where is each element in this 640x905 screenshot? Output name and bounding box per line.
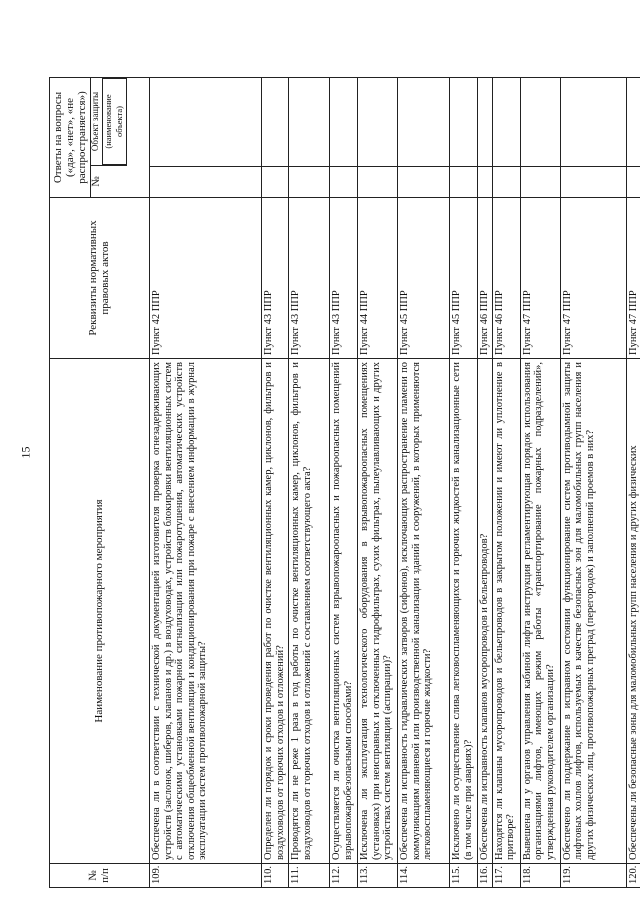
table-header-row	[50, 78, 150, 888]
table-row	[492, 78, 520, 888]
row-answer-object-cell[interactable]	[398, 78, 450, 167]
row-number: 120.	[626, 864, 640, 888]
row-measure-text: Исключена ли эксплуатация технологического оборудования в взрывопожароопасных помещениях (установках) при неисправных и отключенных гидрофильтрах, сухих фильтрах, пылеулавливающих и других устройствах систем вентиляции (аспирации)?	[358, 359, 398, 864]
table-row	[520, 78, 560, 888]
row-act-reference: Пункт 42 ППР	[150, 198, 262, 359]
row-measure-text: Обеспечена ли в соответствии с технической документацией изготовителя проверка огнезадерживающих устройств (заслонок, шиберов, клапанов и др.) в воздуховодах, устройств блокировки вентиляционных систем с автоматическими установками пожарной сигнализации или пожаротушения, автоматических устройств отключения общеобменной вентиляции и кондиционирования при пожаре с внесением информации в журнал эксплуатации систем противопожарной защиты?	[150, 359, 262, 864]
table-row	[398, 78, 450, 888]
row-answer-object-cell[interactable]	[492, 78, 520, 167]
table-row	[478, 78, 493, 888]
row-act-reference: Пункт 43 ППР	[262, 198, 289, 359]
row-number: 112.	[330, 864, 358, 888]
row-number: 116.	[478, 864, 493, 888]
header-measure: Наименование противопожарного мероприятия	[50, 359, 150, 864]
row-measure-text: Обеспечена ли исправность гидравлических затворов (сифонов), исключающих распространение пламени по коммуникациям ливневой или производственной канализации зданий и сооружений, в которых применяются легковоспламеняющиеся и горючие жидкости?	[398, 359, 450, 864]
row-number: 113.	[358, 864, 398, 888]
row-measure-text: Находятся ли клапаны мусоропроводов и бельепроводов в закрытом положении и имеют ли уплотнение в притворе?	[492, 359, 520, 864]
row-number: 115.	[450, 864, 478, 888]
row-answer-cell[interactable]	[492, 167, 520, 198]
row-number: 119.	[560, 864, 626, 888]
row-answer-object-cell[interactable]	[262, 78, 289, 167]
page-number: 15	[18, 446, 33, 459]
row-answer-cell[interactable]	[560, 167, 626, 198]
table-row	[450, 78, 478, 888]
table-row	[626, 78, 640, 888]
row-answer-object-cell[interactable]	[626, 78, 640, 167]
row-measure-text: Проводятся ли не реже 1 раза в год работы по очистке вентиляционных камер, циклонов, фильтров и воздуховодов от горючих отходов и отложений с составлением соответствующего акта?	[289, 359, 330, 864]
header-object-num: №	[91, 165, 127, 197]
row-answer-cell[interactable]	[626, 167, 640, 198]
row-answer-cell[interactable]	[478, 167, 493, 198]
row-measure-text: Осуществляется ли очистка вентиляционных систем взрывопожароопасных и пожароопасных помещений взрывопожаробезопасными способами?	[330, 359, 358, 864]
row-measure-text: Обеспечены ли безопасные зоны для маломобильных групп населения и других физических	[626, 359, 640, 864]
row-act-reference: Пункт 46 ППР	[478, 198, 493, 359]
row-number: 110.	[262, 864, 289, 888]
row-answer-cell[interactable]	[520, 167, 560, 198]
row-number: 118.	[520, 864, 560, 888]
row-answer-object-cell[interactable]	[478, 78, 493, 167]
header-object-name: (наименование объекта)	[102, 78, 127, 165]
row-answer-cell[interactable]	[398, 167, 450, 198]
row-answer-object-cell[interactable]	[520, 78, 560, 167]
row-measure-text: Обеспечена ли исправность клапанов мусоропроводов и бельепроводов?	[478, 359, 493, 864]
table-row	[358, 78, 398, 888]
table-row	[289, 78, 330, 888]
row-answer-object-cell[interactable]	[330, 78, 358, 167]
table-row	[262, 78, 289, 888]
table-row	[560, 78, 626, 888]
row-answer-object-cell[interactable]	[150, 78, 262, 167]
table-row	[330, 78, 358, 888]
row-measure-text: Исключено ли осуществление слива легковоспламеняющихся и горючих жидкостей в канализационные сети (в том числе при авариях)?	[450, 359, 478, 864]
row-act-reference: Пункт 47 ППР	[626, 198, 640, 359]
row-answer-object-cell[interactable]	[560, 78, 626, 167]
header-object-label: Объект защиты	[90, 91, 100, 152]
table-row	[150, 78, 262, 888]
row-answer-object-cell[interactable]	[358, 78, 398, 167]
row-act-reference: Пункт 47 ППР	[560, 198, 626, 359]
header-answers	[50, 78, 150, 198]
row-answer-cell[interactable]	[330, 167, 358, 198]
row-measure-text: Вывешена ли у органов управления кабиной лифта инструкция регламентирующая порядок использования организациями лифтов, имеющих режим работы «транспортирование пожарных подразделений», утвержденная руководителем организации?	[520, 359, 560, 864]
row-measure-text: Обеспечено ли поддержание в исправном состоянии функционирование систем противодымной защиты лифтовых холлов лифтов, используемых в качестве безопасных зон для маломобильных групп населения и других физических лиц, противопожарных преград (перегородок) и заполнений проемов в них?	[560, 359, 626, 864]
fire-safety-checklist-table	[49, 77, 640, 888]
row-act-reference: Пункт 46 ППР	[492, 198, 520, 359]
row-act-reference: Пункт 43 ППР	[289, 198, 330, 359]
row-answer-cell[interactable]	[289, 167, 330, 198]
header-num: № п/п	[50, 864, 150, 888]
row-measure-text: Определен ли порядок и сроки проведения работ по очистке вентиляционных камер, циклонов, фильтров и воздуховодов от горючих отходов и отложений?	[262, 359, 289, 864]
rotated-document-sheet	[49, 78, 639, 888]
row-answer-cell[interactable]	[150, 167, 262, 198]
row-answer-cell[interactable]	[262, 167, 289, 198]
row-answer-object-cell[interactable]	[289, 78, 330, 167]
row-act-reference: Пункт 43 ППР	[330, 198, 358, 359]
row-answer-object-cell[interactable]	[450, 78, 478, 167]
row-act-reference: Пункт 45 ППР	[450, 198, 478, 359]
row-act-reference: Пункт 44 ППР	[358, 198, 398, 359]
row-number: 117.	[492, 864, 520, 888]
row-answer-cell[interactable]	[358, 167, 398, 198]
row-number: 109.	[150, 864, 262, 888]
row-number: 114.	[398, 864, 450, 888]
header-acts: Реквизиты нормативных правовых актов	[50, 198, 150, 359]
header-answers-label: Ответы на вопросы («да», «нет», «не распространяется»)	[52, 91, 88, 184]
row-act-reference: Пункт 47 ППР	[520, 198, 560, 359]
row-answer-cell[interactable]	[450, 167, 478, 198]
row-act-reference: Пункт 45 ППР	[398, 198, 450, 359]
row-number: 111.	[289, 864, 330, 888]
